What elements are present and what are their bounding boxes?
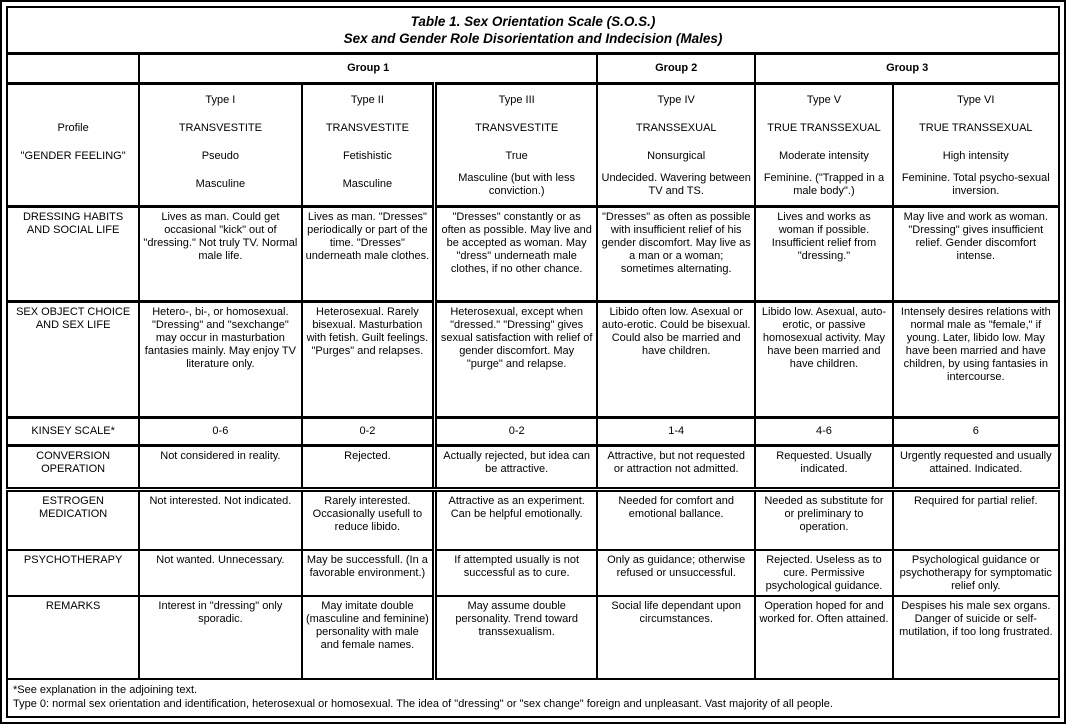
cell-conversion-type1: Not considered in reality. bbox=[139, 446, 301, 489]
cell-estrogen-type5: Needed as substitute for or preliminary to operation. bbox=[755, 489, 892, 549]
type-header: Type II bbox=[350, 94, 384, 107]
group-header-2: Group 2 bbox=[597, 54, 755, 83]
profile-col-type5 bbox=[755, 83, 892, 206]
cell-kinsey-type2: 0-2 bbox=[302, 418, 435, 446]
cell-psychotherapy-type5: Rejected. Useless as to cure. Permissive psychological guidance. bbox=[755, 550, 892, 596]
group-header-1: Group 1 bbox=[139, 54, 597, 83]
cell-estrogen-type2: Rarely interested. Occasionally usefull to reduce libido. bbox=[302, 489, 435, 549]
cell-remarks-type2: May imitate double (masculine and feminine) personality with male and female names. bbox=[302, 596, 435, 679]
type-header: Type V bbox=[806, 94, 842, 107]
row-label-dressing-habits: DRESSING HABITS AND SOCIAL LIFE bbox=[7, 206, 139, 302]
cell-dressing-type2: Lives as man. "Dresses" periodically or part of the time. "Dresses" underneath male clothes. bbox=[302, 206, 435, 302]
row-label-sex-object: SEX OBJECT CHOICE AND SEX LIFE bbox=[7, 302, 139, 418]
cell-sexobject-type6: Intensely desires relations with normal male as "female," if young. Later, libido low. May have been married and have children, by using fantasies in intercourse. bbox=[893, 302, 1059, 418]
type-subtype: Nonsurgical bbox=[647, 150, 706, 163]
gender-feeling-label: "GENDER FEELING" bbox=[20, 150, 126, 163]
footnote-line-2: Type 0: normal sex orientation and identification, heterosexual or homosexual. The idea of "dressing" or "sex change" foreign and unpleasant. Vast majority of all people. bbox=[13, 697, 833, 710]
group-header-3: Group 3 bbox=[755, 54, 1059, 83]
cell-sexobject-type1: Hetero-, bi-, or homosexual. "Dressing" and "sexchange" may occur in masturbation fantasies mainly. May enjoy TV literature only. bbox=[139, 302, 301, 418]
type-feeling: Undecided. Wavering between TV and TS. bbox=[601, 171, 751, 197]
table-title-cell bbox=[7, 7, 1059, 54]
type-header: Type III bbox=[498, 94, 535, 107]
cell-kinsey-type6: 6 bbox=[893, 418, 1059, 446]
cell-estrogen-type6: Required for partial relief. bbox=[893, 489, 1059, 549]
profile-label: Profile bbox=[57, 122, 89, 135]
cell-kinsey-type4: 1-4 bbox=[597, 418, 755, 446]
cell-remarks-type3: May assume double personality. Trend toward transsexualism. bbox=[435, 596, 597, 679]
type-name: TRANSVESTITE bbox=[475, 122, 559, 135]
row-label-remarks: REMARKS bbox=[7, 596, 139, 679]
type-subtype: Moderate intensity bbox=[779, 150, 869, 163]
cell-psychotherapy-type2: May be successfull. (In a favorable environment.) bbox=[302, 550, 435, 596]
cell-remarks-type1: Interest in "dressing" only sporadic. bbox=[139, 596, 301, 679]
cell-conversion-type3: Actually rejected, but idea can be attractive. bbox=[435, 446, 597, 489]
type-subtype: High intensity bbox=[942, 150, 1009, 163]
type-feeling: Feminine. Total psycho-sexual inversion. bbox=[901, 171, 1050, 197]
profile-col-type6 bbox=[893, 83, 1059, 206]
type-name: TRUE TRANSSEXUAL bbox=[919, 122, 1033, 135]
type-subtype: True bbox=[505, 150, 528, 163]
cell-dressing-type3: "Dresses" constantly or as often as possible. May live and be accepted as woman. May "dress" underneath male clothes, if no other chance. bbox=[435, 206, 597, 302]
group-header-spacer bbox=[7, 54, 139, 83]
sos-table bbox=[6, 6, 1060, 718]
cell-sexobject-type4: Libido often low. Asexual or auto-erotic. Could be bisexual. Could also be married and have children. bbox=[597, 302, 755, 418]
row-label-conversion-operation: CONVERSION OPERATION bbox=[7, 446, 139, 489]
type-header: Type IV bbox=[657, 94, 695, 107]
cell-psychotherapy-type4: Only as guidance; otherwise refused or unsuccessful. bbox=[597, 550, 755, 596]
cell-psychotherapy-type1: Not wanted. Unnecessary. bbox=[139, 550, 301, 596]
cell-remarks-type4: Social life dependant upon circumstances. bbox=[597, 596, 755, 679]
cell-dressing-type5: Lives and works as woman if possible. Insufficient relief from "dressing." bbox=[755, 206, 892, 302]
cell-remarks-type6: Despises his male sex organs. Danger of suicide or self-mutilation, if too long frustrated. bbox=[893, 596, 1059, 679]
profile-label-spacer-2 bbox=[10, 171, 136, 199]
cell-sexobject-type5: Libido low. Asexual, auto-erotic, or passive homosexual activity. May have been married and have children. bbox=[755, 302, 892, 418]
cell-conversion-type2: Rejected. bbox=[302, 446, 435, 489]
type-feeling: Masculine (but with less conviction.) bbox=[458, 171, 576, 197]
type-feeling: Masculine bbox=[342, 178, 393, 191]
profile-col-type4 bbox=[597, 83, 755, 206]
cell-psychotherapy-type3: If attempted usually is not successful as to cure. bbox=[435, 550, 597, 596]
row-label-psychotherapy: PSYCHOTHERAPY bbox=[7, 550, 139, 596]
footnote-cell bbox=[7, 679, 1059, 717]
type-name: TRUE TRANSSEXUAL bbox=[767, 122, 881, 135]
profile-col-type1 bbox=[139, 83, 301, 206]
type-name: TRANSSEXUAL bbox=[635, 122, 717, 135]
cell-dressing-type4: "Dresses" as often as possible with insufficient relief of his gender discomfort. May live as a man or a woman; sometimes alternating. bbox=[597, 206, 755, 302]
cell-conversion-type5: Requested. Usually indicated. bbox=[755, 446, 892, 489]
profile-row-label bbox=[7, 83, 139, 206]
footnote-line-1: *See explanation in the adjoining text. bbox=[13, 683, 198, 696]
type-header: Type VI bbox=[957, 94, 995, 107]
cell-estrogen-type4: Needed for comfort and emotional ballance. bbox=[597, 489, 755, 549]
type-subtype: Fetishistic bbox=[342, 150, 392, 163]
type-subtype: Pseudo bbox=[201, 150, 240, 163]
type-feeling: Masculine bbox=[195, 178, 246, 191]
cell-dressing-type6: May live and work as woman. "Dressing" gives insufficient relief. Gender discomfort intense. bbox=[893, 206, 1059, 302]
cell-kinsey-type5: 4-6 bbox=[755, 418, 892, 446]
cell-dressing-type1: Lives as man. Could get occasional "kick" out of "dressing." Not truly TV. Normal male life. bbox=[139, 206, 301, 302]
cell-estrogen-type3: Attractive as an experiment. Can be helpful emotionally. bbox=[435, 489, 597, 549]
cell-conversion-type4: Attractive, but not requested or attraction not admitted. bbox=[597, 446, 755, 489]
cell-sexobject-type3: Heterosexual, except when "dressed." "Dressing" gives sexual satisfaction with relief of gender discomfort. May "purge" and relapse. bbox=[435, 302, 597, 418]
type-feeling: Feminine. ("Trapped in a male body".) bbox=[763, 171, 885, 197]
type-header: Type I bbox=[205, 94, 236, 107]
cell-conversion-type6: Urgently requested and usually attained. Indicated. bbox=[893, 446, 1059, 489]
type-name: TRANSVESTITE bbox=[325, 122, 409, 135]
cell-psychotherapy-type6: Psychological guidance or psychotherapy for symptomatic relief only. bbox=[893, 550, 1059, 596]
cell-kinsey-type3: 0-2 bbox=[435, 418, 597, 446]
profile-col-type2 bbox=[302, 83, 435, 206]
row-label-estrogen-medication: ESTROGEN MEDICATION bbox=[7, 489, 139, 549]
cell-remarks-type5: Operation hoped for and worked for. Often attained. bbox=[755, 596, 892, 679]
profile-label-spacer bbox=[10, 87, 136, 115]
cell-kinsey-type1: 0-6 bbox=[139, 418, 301, 446]
cell-estrogen-type1: Not interested. Not indicated. bbox=[139, 489, 301, 549]
type-name: TRANSVESTITE bbox=[178, 122, 262, 135]
row-label-kinsey-scale: KINSEY SCALE* bbox=[7, 418, 139, 446]
table-title: Table 1. Sex Orientation Scale (S.O.S.) bbox=[410, 14, 656, 29]
table-subtitle: Sex and Gender Role Disorientation and Indecision (Males) bbox=[343, 31, 723, 46]
profile-col-type3 bbox=[435, 83, 597, 206]
cell-sexobject-type2: Heterosexual. Rarely bisexual. Masturbation with fetish. Guilt feelings. "Purges" and relapses. bbox=[302, 302, 435, 418]
